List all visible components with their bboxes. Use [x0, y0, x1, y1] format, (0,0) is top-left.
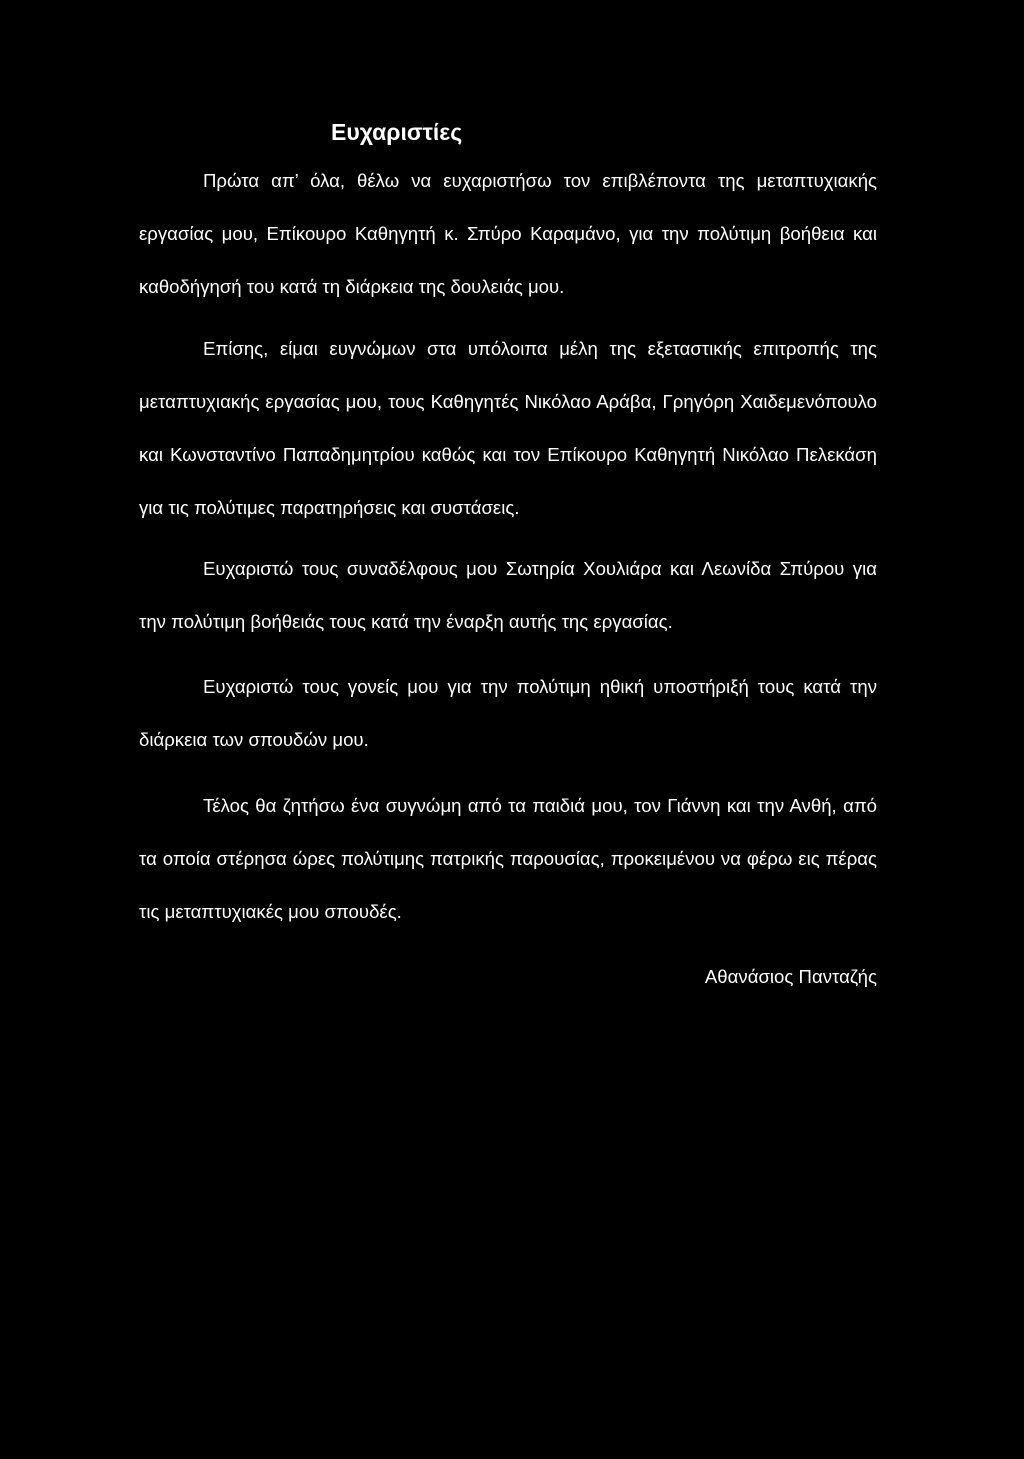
paragraph-colleagues-thanks: Ευχαριστώ τους συναδέλφους μου Σωτηρία Χουλιάρα και Λεωνίδα Σπύρου για την πολύτιμη βοήθειάς τους κατά την έναρξη αυτής της εργασίας. — [139, 558, 877, 632]
paragraph-parents-thanks: Ευχαριστώ τους γονείς μου για την πολύτιμη ηθική υποστήριξή τους κατά την διάρκεια των σπουδών μου. — [139, 676, 877, 750]
paragraph-committee-thanks: Επίσης, είμαι ευγνώμων στα υπόλοιπα μέλη της εξεταστικής επιτροπής της μεταπτυχιακής εργασίας μου, τους Καθηγητές Νικόλαο Αράβα, Γρηγόρη Χαιδεμενόπουλο και Κωνσταντίνο Παπαδημητρίου καθώς και τον Επίκουρο Καθηγητή Νικόλαο Πελεκάση για τις πολύτιμες παρατηρήσεις και συστάσεις. — [139, 338, 877, 518]
page-title: Ευχαριστίες — [331, 119, 463, 145]
paragraph-supervisor-thanks: Πρώτα απ’ όλα, θέλω να ευχαριστήσω τον επιβλέποντα της μεταπτυχιακής εργασίας μου, Επίκουρο Καθηγητή κ. Σπύρο Καραμάνο, για την πολύτιμη βοήθεια και καθοδήγησή του κατά τη διάρκεια της δουλειάς μου. — [139, 170, 877, 297]
author-signature: Αθανάσιος Πανταζής — [704, 966, 877, 987]
paragraph-children-apology: Τέλος θα ζητήσω ένα συγνώμη από τα παιδιά μου, τον Γιάννη και την Ανθή, από τα οποία στέρησα ώρες πολύτιμης πατρικής παρουσίας, προκειμένου να φέρω εις πέρας τις μεταπτυχιακές μου σπουδές. — [139, 795, 877, 922]
